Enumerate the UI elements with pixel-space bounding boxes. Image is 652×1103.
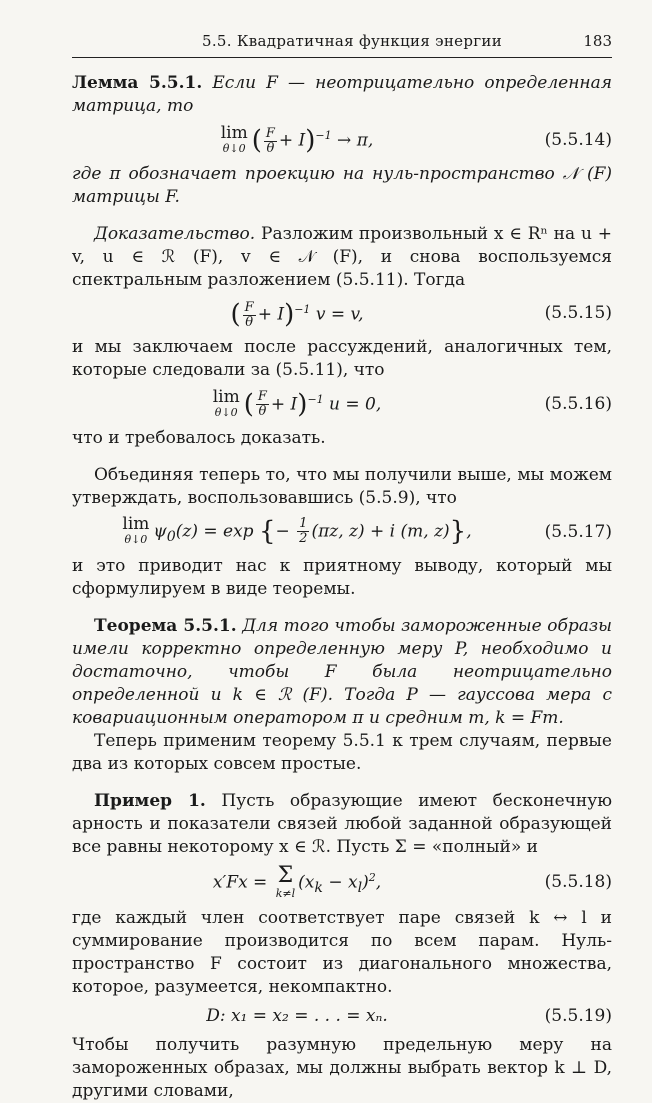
combine-paragraph: Объединяя теперь то, что мы получили выше, мы можем утверждать, воспользовавшись (5.5.9), что <box>72 464 612 508</box>
book-page <box>72 30 612 1103</box>
proof-label: Доказательство. <box>94 224 256 245</box>
proof-end: что и требовалось доказать. <box>72 427 326 448</box>
section-title: 5.5. Квадратичная функция энергии <box>202 32 502 50</box>
running-header <box>72 30 612 58</box>
example-label: Пример 1. <box>94 790 206 811</box>
example-text-3: Чтобы получить разумную предельную меру на замороженных образах, мы должны выбрать вектор k ⊥ D, другими словами, <box>72 1034 612 1101</box>
equation-5-5-18 <box>72 862 612 901</box>
page-number: 183 <box>583 32 612 50</box>
equation-5-5-15 <box>72 298 612 330</box>
equation-number: (5.5.18) <box>544 872 612 893</box>
equation-5-5-14 <box>72 124 612 157</box>
theorem-label: Теорема 5.5.1. <box>94 615 237 636</box>
example-paragraph <box>72 790 612 859</box>
equation-number: (5.5.16) <box>544 393 612 414</box>
equation-number: (5.5.14) <box>544 130 612 151</box>
example-text-2: где каждый член соответствует паре связей k ↔ l и суммирование производится по всем парам. Нуль-пространство F состоит из диагонального множества, которое, разумеется, некомпактно. <box>72 907 612 997</box>
example-text: Пусть образующие имеют бесконечную арность и показатели связей любой заданной образующей все равны некоторому x ∈ ℛ. Пусть Σ = «полный» и <box>72 790 613 857</box>
proof-text: Разложим произвольный x ∈ Rⁿ на u + v, u ∈ ℛ (F), v ∈ 𝒩 (F), и снова воспользуемся спектральным разложением (5.5.11). Тогда <box>72 224 612 291</box>
equation-5-5-16 <box>72 388 612 421</box>
formula: lim θ↓0 $\psi_0(z) = \exp$ {− $\frac{1}{2}$ (πz, z) + i (m, z)}, <box>122 513 472 547</box>
equation-5-5-17 <box>72 513 612 549</box>
proof-text-2: и мы заключаем после рассуждений, аналогичных тем, которые следовали за (5.5.11), что <box>72 336 612 380</box>
equation-number: (5.5.17) <box>544 521 612 542</box>
theorem-paragraph <box>72 615 612 730</box>
equation-number: (5.5.15) <box>544 303 612 324</box>
lemma-label: Лемма 5.5.1. <box>72 73 203 93</box>
formula: lim θ↓0 ( $\frac{F}{\theta}$ + I)$^{-1}$ → π, <box>220 123 374 156</box>
equation-5-5-19 <box>72 1005 612 1028</box>
proof-paragraph <box>72 223 612 292</box>
equation-number: (5.5.19) <box>544 1005 612 1026</box>
apply-paragraph: Теперь применим теорему 5.5.1 к трем случаям, первые два из которых совсем простые. <box>72 730 612 774</box>
formula: D: x₁ = x₂ = . . . = xₙ. <box>206 1005 388 1026</box>
lemma-after: где π обозначает проекцию на нуль-пространство 𝒩 (F) матрицы F. <box>72 164 612 208</box>
formula: x′Fx = Σ k≠l $(x_k - x_l)^2$, <box>212 862 382 900</box>
combine-after: и это приводит нас к приятному выводу, который мы сформулируем в виде теоремы. <box>72 555 612 599</box>
lemma-text: Если F — неотрицательно определенная матрица, то <box>72 73 613 116</box>
theorem-text: Для того чтобы замороженные образы имели корректно определенную меру P, необходимо и достаточно, чтобы F была неотрицательно определенной и k ∈ ℛ (F). Тогда P — гауссова мера с ковариационным оператором π и средним m, k = Fm. <box>72 615 613 728</box>
formula: ( $\frac{F}{\theta}$ + I)$^{-1}$ v = v, <box>230 299 364 330</box>
lemma-statement <box>72 72 612 118</box>
formula: lim θ↓0 ( $\frac{F}{\theta}$ + I)$^{-1}$ u = 0, <box>212 386 382 420</box>
